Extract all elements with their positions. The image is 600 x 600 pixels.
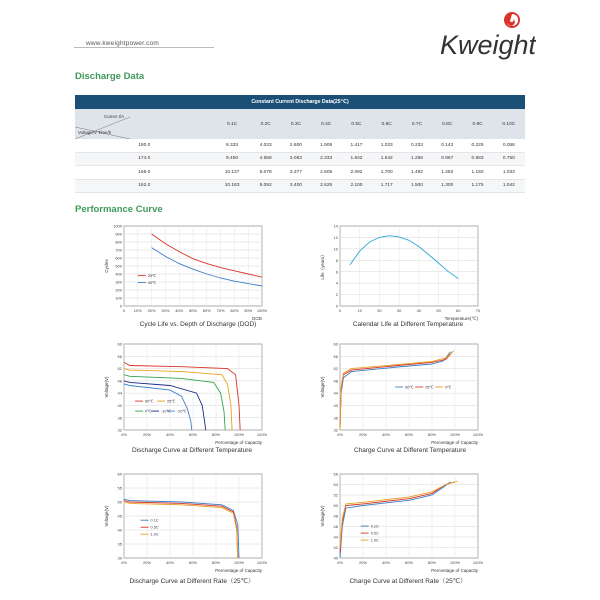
table-cell: 2.100 <box>341 179 371 193</box>
y-tick-label: 44 <box>333 534 338 540</box>
legend-label: 0.1C <box>370 524 379 529</box>
x-axis-label: Percentage of Capacity <box>215 440 262 445</box>
legend-label: 0.5C <box>150 525 159 530</box>
x-axis-label: Percentage of Capacity <box>215 568 262 573</box>
legend-label: 1.0C <box>370 538 379 543</box>
x-tick-label: 10% <box>133 308 142 313</box>
y-tick-label: 10 <box>333 246 338 252</box>
x-axis-label: Temperature(℃) <box>444 316 478 321</box>
y-tick-label: 40 <box>333 555 338 561</box>
y-tick-label: 36 <box>333 415 338 421</box>
y-tick-label: 48 <box>117 378 122 384</box>
legend-label: 1.0C <box>150 532 159 537</box>
x-tick-label: 80% <box>427 432 437 437</box>
table-cell: 0.225 <box>462 139 492 152</box>
y-tick-label: 1000 <box>113 223 122 229</box>
y-tick-label: 56 <box>333 471 338 477</box>
x-tick-label: 20% <box>147 308 156 313</box>
x-tick-label: 50 <box>436 308 441 313</box>
y-tick-label: 32 <box>333 427 338 433</box>
x-tick-label: 80% <box>230 308 239 313</box>
y-tick-label: 30 <box>117 555 122 561</box>
table-cell: 3.400 <box>281 179 311 193</box>
y-axis-label: Voltage(V) <box>104 505 109 527</box>
y-tick-label: 4 <box>335 280 338 286</box>
x-tick-label: 80% <box>427 560 437 565</box>
table-cell: 8.333 <box>214 139 251 152</box>
table-cell: 1.417 <box>341 139 371 152</box>
y-axis-label: Cycles <box>104 259 109 273</box>
x-tick-label: 60% <box>188 432 198 437</box>
chart-calendar-life <box>318 222 488 322</box>
caption-discharge-temp: Discharge Curve at Different Temperature <box>131 447 253 454</box>
table-cell: 3.377 <box>281 166 311 180</box>
website-url[interactable]: www.kweightpower.com <box>86 40 159 47</box>
y-tick-label: 40 <box>117 403 122 409</box>
y-tick-label: 900 <box>115 231 122 237</box>
y-tick-label: 2 <box>335 292 338 298</box>
table-cell: 1.300 <box>432 179 462 193</box>
table-column-header: 0.9C <box>462 109 492 139</box>
x-tick-label: 70% <box>216 308 225 313</box>
caption-charge-rate: Charge Curve at Different Rate（25℃） <box>349 578 467 585</box>
legend-label: 60℃ <box>145 399 154 404</box>
table-row <box>75 152 525 166</box>
table-column-header: 0.6C <box>372 109 402 139</box>
table-cell: 10.183 <box>214 179 251 193</box>
x-tick-label: 40% <box>381 432 391 437</box>
table-cell: 1.542 <box>372 152 402 166</box>
x-tick-label: 60% <box>404 560 414 565</box>
x-tick-label: 40% <box>175 308 184 313</box>
table-cell: 4.658 <box>251 152 281 166</box>
table-cell: 1.717 <box>372 179 402 193</box>
y-tick-label: 52 <box>333 366 338 372</box>
table-corner-cell <box>75 109 214 139</box>
table-cell: 1.292 <box>432 166 462 180</box>
table-cell: 2.092 <box>341 166 371 180</box>
y-axis-label: Voltage(V) <box>320 376 325 398</box>
x-tick-label: 60% <box>188 560 198 565</box>
corner-voltage-label: Voltage/V Time/h <box>78 130 112 135</box>
y-tick-label: 400 <box>115 271 122 277</box>
table-cell: 0.142 <box>432 139 462 152</box>
y-tick-label: 8 <box>335 257 338 263</box>
y-tick-label: 60 <box>333 341 338 347</box>
x-axis-label: Percentage of Capacity <box>431 440 478 445</box>
x-tick-label: 0% <box>121 560 127 565</box>
table-cell: 0.750 <box>493 152 525 166</box>
table-cell: 1.033 <box>493 166 525 180</box>
x-tick-label: 60% <box>202 308 211 313</box>
plot-frame <box>340 226 478 306</box>
table-cell: 2.333 <box>311 152 341 166</box>
table-column-header: 0.4C <box>311 109 341 139</box>
y-tick-label: 12 <box>333 235 338 241</box>
table-cell: 1.258 <box>402 152 432 166</box>
y-tick-label: 40 <box>117 527 122 533</box>
x-tick-label: 20% <box>358 432 368 437</box>
chart-charge-temp <box>318 340 488 446</box>
table-title: Constant Current Discharge Data(25℃) <box>251 99 349 105</box>
x-tick-label: 40% <box>165 560 175 565</box>
y-tick-label: 500 <box>115 263 122 269</box>
row-voltage: 162.0 <box>75 179 214 193</box>
table-column-header: 0.8C <box>432 109 462 139</box>
x-tick-label: 120% <box>472 560 484 565</box>
x-tick-label: 100% <box>233 432 245 437</box>
x-tick-label: 50% <box>188 308 198 313</box>
x-tick-label: 0 <box>122 308 126 313</box>
y-axis-label: Voltage(V) <box>104 376 109 398</box>
y-tick-label: 14 <box>333 223 338 229</box>
x-tick-label: 40 <box>416 308 422 313</box>
y-axis-label: Voltage(V) <box>320 505 325 527</box>
legend-label: 0℃ <box>445 385 452 390</box>
y-tick-label: 200 <box>115 287 122 293</box>
x-tick-label: 0% <box>121 432 127 437</box>
caption-discharge-rate: Discharge Curve at Different Rate（25℃） <box>129 578 255 585</box>
x-tick-label: 100% <box>449 560 461 565</box>
legend-label: 60℃ <box>405 385 414 390</box>
y-tick-label: 0 <box>119 303 122 309</box>
table-cell: 10.137 <box>214 166 251 180</box>
row-voltage: 180.0 <box>75 139 214 152</box>
y-tick-label: 56 <box>333 353 338 359</box>
legend-label: -20℃ <box>177 409 187 414</box>
table-cell: 5.092 <box>251 179 281 193</box>
swirl-icon <box>504 12 520 28</box>
x-tick-label: 20% <box>358 560 368 565</box>
x-tick-label: 80% <box>211 432 221 437</box>
table-cell: 1.842 <box>341 152 371 166</box>
y-tick-label: 300 <box>115 279 122 285</box>
chart-discharge-rate <box>102 470 272 574</box>
table-cell: 0.967 <box>432 152 462 166</box>
y-tick-label: 48 <box>333 378 338 384</box>
y-tick-label: 700 <box>115 247 122 253</box>
chart-cycle-life <box>102 222 272 322</box>
y-tick-label: 6 <box>335 269 338 275</box>
x-tick-label: 0% <box>337 560 343 565</box>
y-tick-label: 40 <box>333 403 338 409</box>
x-tick-label: 120% <box>472 432 484 437</box>
x-tick-label: 120% <box>256 560 268 565</box>
table-cell: 1.492 <box>402 166 432 180</box>
kweight-logo <box>436 8 536 64</box>
y-axis-label: Life（years） <box>320 252 325 280</box>
x-tick-label: 80% <box>211 560 221 565</box>
table-cell: 1.908 <box>311 139 341 152</box>
x-tick-label: 90% <box>244 308 253 313</box>
table-column-header: 0.1C <box>214 109 251 139</box>
y-tick-label: 100 <box>115 295 122 301</box>
table-cell: 2.605 <box>311 166 341 180</box>
row-voltage: 174.0 <box>75 152 214 166</box>
table-cell: 2.625 <box>311 179 341 193</box>
chart-discharge-temp <box>102 340 272 446</box>
y-tick-label: 48 <box>333 513 338 519</box>
x-tick-label: 120% <box>256 432 268 437</box>
y-tick-label: 56 <box>117 353 122 359</box>
table-cell: 1.150 <box>462 166 492 180</box>
y-tick-label: 0 <box>335 303 338 309</box>
x-tick-label: 10 <box>357 308 362 313</box>
y-tick-label: 35 <box>117 541 122 547</box>
table-cell: 1.033 <box>372 139 402 152</box>
caption-cycle-life: Cycle Life vs. Depth of Discharge (DOD) <box>139 321 257 328</box>
table-cell: 9.450 <box>214 152 251 166</box>
x-tick-label: 30 <box>396 308 402 313</box>
y-tick-label: 60 <box>117 341 122 347</box>
table-cell: 0.058 <box>493 139 525 152</box>
y-tick-label: 44 <box>117 390 122 396</box>
x-tick-label: 60 <box>456 308 461 313</box>
x-tick-label: 100% <box>256 308 268 313</box>
x-tick-label: 70 <box>475 308 481 313</box>
table-cell: 0.883 <box>462 152 492 166</box>
y-tick-label: 800 <box>115 239 122 245</box>
table-cell: 1.700 <box>372 166 402 180</box>
table-row <box>75 179 525 193</box>
table-row <box>75 166 525 180</box>
discharge-data-title: Discharge Data <box>75 71 145 82</box>
y-tick-label: 600 <box>115 255 122 261</box>
y-tick-label: 52 <box>117 366 122 372</box>
x-tick-label: 30% <box>161 308 170 313</box>
table-cell: 1.042 <box>493 179 525 193</box>
y-tick-label: 50 <box>333 503 338 509</box>
table-row <box>75 139 525 152</box>
y-tick-label: 32 <box>117 427 122 433</box>
table-column-header: 0.3C <box>281 109 311 139</box>
x-tick-label: 60% <box>404 432 414 437</box>
x-tick-label: 0% <box>337 432 343 437</box>
performance-curve-title: Performance Curve <box>75 204 163 215</box>
table-cell: 2.600 <box>281 139 311 152</box>
table-cell: 1.500 <box>402 179 432 193</box>
legend-label: 25℃ <box>147 274 157 279</box>
legend-label: 0.1C <box>150 518 159 523</box>
x-tick-label: 100% <box>449 432 461 437</box>
x-tick-label: 40% <box>381 560 391 565</box>
header-rule <box>74 47 214 48</box>
y-tick-label: 42 <box>333 545 338 551</box>
table-cell: 4.033 <box>251 139 281 152</box>
y-tick-label: 45 <box>117 513 122 519</box>
table-cell: 5.078 <box>251 166 281 180</box>
y-tick-label: 55 <box>117 485 122 491</box>
table-cell: 1.175 <box>462 179 492 193</box>
logo-wordmark: Kweight <box>440 30 536 60</box>
table-column-header: 0.2C <box>251 109 281 139</box>
x-tick-label: 0 <box>338 308 342 313</box>
legend-label: 40℃ <box>147 281 157 286</box>
x-tick-label: 100% <box>233 560 245 565</box>
legend-label: 0℃ <box>145 409 152 414</box>
table-column-header: 0.10C <box>493 109 525 139</box>
x-axis-label: DOD <box>252 316 262 321</box>
legend-label: 0.5C <box>370 531 379 536</box>
legend-label: 25℃ <box>425 385 434 390</box>
table-cell: 3.083 <box>281 152 311 166</box>
y-tick-label: 52 <box>333 492 338 498</box>
x-tick-label: 20 <box>377 308 382 313</box>
legend-label: -10℃ <box>161 409 171 414</box>
y-tick-label: 50 <box>117 499 122 505</box>
caption-charge-temp: Charge Curve at Different Temperature <box>353 447 467 454</box>
row-voltage: 168.0 <box>75 166 214 180</box>
discharge-table <box>75 95 525 193</box>
y-tick-label: 36 <box>117 415 122 421</box>
caption-calendar-life: Calendar Life at Different Temperature <box>352 321 464 328</box>
x-tick-label: 20% <box>142 432 152 437</box>
corner-current-label: Curren t/A <box>103 114 124 119</box>
table-column-header: 0.5C <box>341 109 371 139</box>
x-tick-label: 40% <box>165 432 175 437</box>
chart-charge-rate <box>318 470 488 574</box>
x-axis-label: Percentage of Capacity <box>431 568 478 573</box>
y-tick-label: 54 <box>333 482 338 488</box>
table-cell: 0.233 <box>402 139 432 152</box>
y-tick-label: 44 <box>333 390 338 396</box>
legend-label: 25℃ <box>167 399 176 404</box>
y-tick-label: 46 <box>333 524 338 530</box>
table-column-header: 0.7C <box>402 109 432 139</box>
x-tick-label: 20% <box>142 560 152 565</box>
y-tick-label: 60 <box>117 471 122 477</box>
